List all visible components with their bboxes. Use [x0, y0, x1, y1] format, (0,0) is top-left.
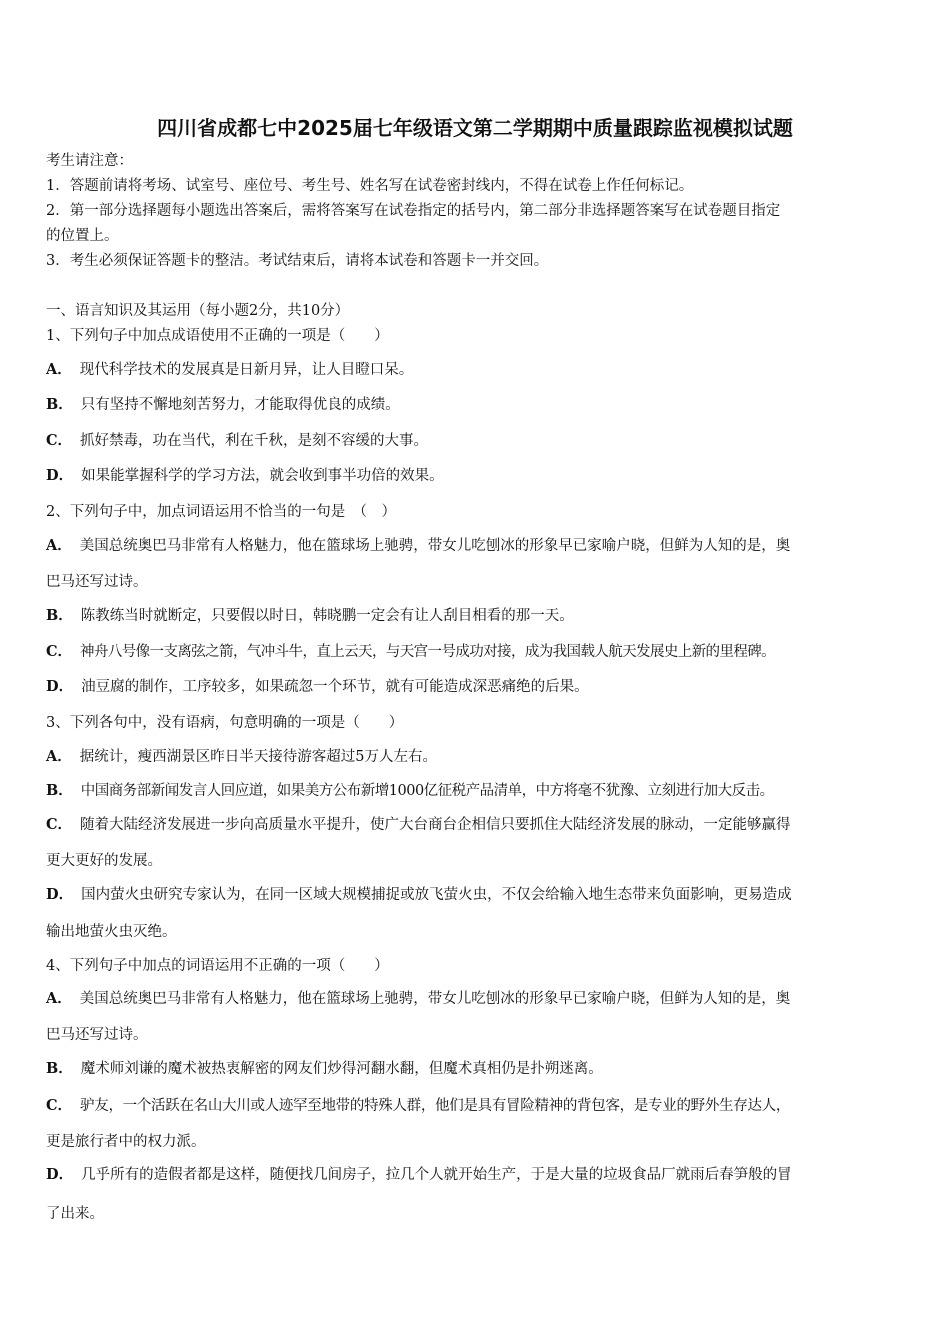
- question-option: [46, 536, 908, 556]
- notice-item: 的位置上。: [46, 228, 119, 244]
- notice-heading: 考生请注意：: [46, 153, 133, 169]
- option-label: B．: [46, 1060, 73, 1077]
- option-label: D．: [46, 1166, 74, 1183]
- question-stem: 1、下列句子中加点成语使用不正确的一项是（ ）: [46, 328, 389, 344]
- option-text: 美国总统奥巴马非常有人格魅力，他在篮球场上驰骋，带女儿吃刨冰的形象早已家喻户晓，但鲜为人知的是，奥: [79, 991, 791, 1007]
- option-text: 据统计，瘦西湖景区昨日半天接待游客超过5万人左右。: [79, 749, 437, 765]
- question-option: [46, 360, 908, 380]
- question-stem: 2、下列句子中，加点词语运用不恰当的一句是 （ ）: [46, 504, 396, 520]
- question-option: [46, 677, 908, 697]
- option-label: C．: [46, 1097, 73, 1114]
- option-text: 如果能掌握科学的学习方法，就会收到事半功倍的效果。: [81, 468, 444, 484]
- option-continuation: 输出地萤火虫灭绝。: [46, 924, 177, 940]
- option-label: D．: [46, 886, 74, 903]
- option-label: C．: [46, 432, 73, 449]
- question-option: [46, 606, 908, 626]
- option-text: 油豆腐的制作，工序较多，如果疏忽一个环节，就有可能造成深恶痛绝的后果。: [81, 679, 589, 695]
- question-option: [46, 885, 908, 905]
- option-label: B．: [46, 396, 73, 413]
- option-continuation: 更大更好的发展。: [46, 853, 162, 869]
- option-text: 几乎所有的造假者都是这样，随便找几间房子，拉几个人就开始生产，于是大量的垃圾食品厂就雨后春笋般的冒: [81, 1167, 792, 1183]
- option-text: 神舟八号像一支离弦之箭，气冲斗牛，直上云天，与天宫一号成功对接，成为我国载人航天发展史上新的里程碑。: [80, 644, 776, 660]
- option-continuation: 巴马还写过诗。: [46, 574, 148, 590]
- question-option: [46, 466, 908, 486]
- question-option: [46, 747, 908, 767]
- option-label: C．: [46, 643, 73, 660]
- question-option: [46, 1165, 908, 1185]
- question-option: [46, 642, 908, 662]
- option-label: A．: [46, 990, 72, 1007]
- option-label: D．: [46, 467, 74, 484]
- notice-item: 1．答题前请将考场、试室号、座位号、考生号、姓名写在试卷密封线内，不得在试卷上作任何标记。: [46, 178, 694, 194]
- section-heading: 一、语言知识及其运用（每小题2分，共10分）: [46, 303, 350, 319]
- option-text: 魔术师刘谦的魔术被热衷解密的网友们炒得河翻水翻，但魔术真相仍是扑朔迷离。: [80, 1061, 603, 1077]
- option-text: 陈教练当时就断定，只要假以时日，韩晓鹏一定会有让人刮目相看的那一天。: [80, 608, 574, 624]
- question-option: [46, 1096, 908, 1116]
- option-label: A．: [46, 748, 72, 765]
- question-option: [46, 989, 908, 1009]
- notice-item: 2．第一部分选择题每小题选出答案后，需将答案写在试卷指定的括号内，第二部分非选择题答案写在试卷题目指定: [46, 203, 781, 219]
- question-option: [46, 1059, 908, 1079]
- question-option: [46, 781, 908, 801]
- option-text: 抓好禁毒，功在当代，利在千秋，是刻不容缓的大事。: [80, 433, 429, 449]
- question-stem: 3、下列各句中，没有语病，句意明确的一项是（ ）: [46, 715, 404, 731]
- option-text: 美国总统奥巴马非常有人格魅力，他在篮球场上驰骋，带女儿吃刨冰的形象早已家喻户晓，但鲜为人知的是，奥: [79, 538, 791, 554]
- option-label: B．: [46, 782, 73, 799]
- option-continuation: 更是旅行者中的权力派。: [46, 1134, 206, 1150]
- option-label: A．: [46, 361, 72, 378]
- page-title: 四川省成都七中2025届七年级语文第二学期期中质量跟踪监视模拟试题: [157, 116, 793, 140]
- question-stem: 4、下列句子中加点的词语运用不正确的一项（ ）: [46, 958, 389, 974]
- question-option: [46, 431, 908, 451]
- option-label: B．: [46, 607, 73, 624]
- option-text: 国内萤火虫研究专家认为，在同一区域大规模捕捉或放飞萤火虫，不仅会给输入地生态带来负面影响，更易造成: [81, 887, 792, 903]
- notice-item: 3．考生必须保证答题卡的整洁。考试结束后，请将本试卷和答题卡一并交回。: [46, 253, 549, 269]
- option-text: 只有坚持不懈地刻苦努力，才能取得优良的成绩。: [80, 397, 400, 413]
- question-option: [46, 395, 908, 415]
- option-text: 现代科学技术的发展真是日新月异，让人目瞪口呆。: [79, 362, 414, 378]
- option-label: C．: [46, 816, 73, 833]
- option-continuation: 了出来。: [46, 1206, 104, 1222]
- option-label: D．: [46, 678, 74, 695]
- question-option: [46, 815, 908, 835]
- option-text: 随着大陆经济发展进一步向高质量水平提升，使广大台商台企相信只要抓住大陆经济发展的脉动，一定能够赢得: [80, 817, 791, 833]
- option-continuation: 巴马还写过诗。: [46, 1027, 148, 1043]
- option-label: A．: [46, 537, 72, 554]
- option-text: 驴友，一个活跃在名山大川或人迹罕至地带的特殊人群，他们是具有冒险精神的背包客，是专业的野外生存达人，: [80, 1098, 791, 1114]
- option-text: 中国商务部新闻发言人回应道，如果美方公布新增1000亿征税产品清单，中方将毫不犹豫、立刻进行加大反击。: [80, 783, 774, 799]
